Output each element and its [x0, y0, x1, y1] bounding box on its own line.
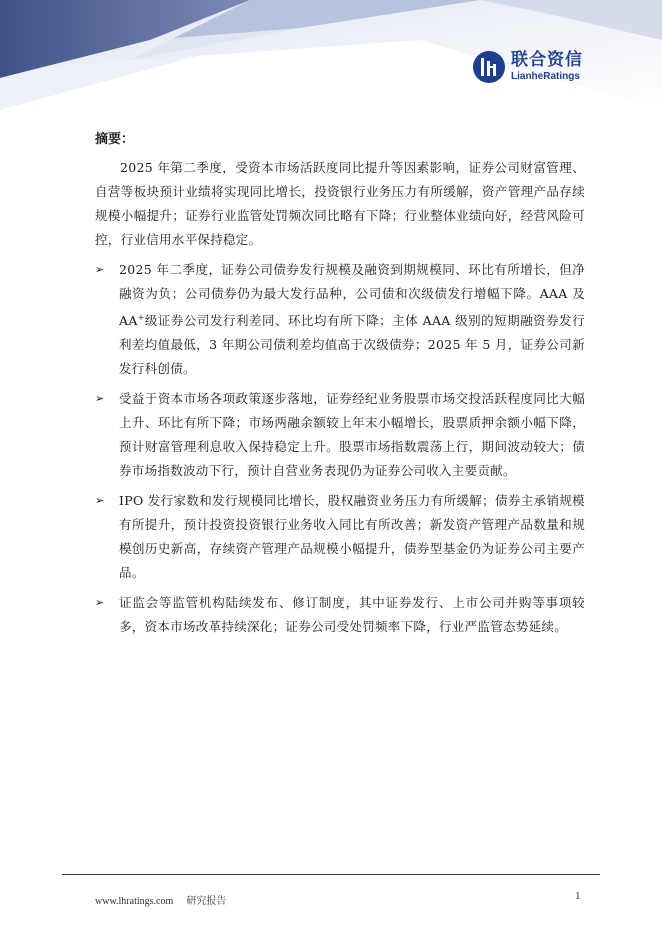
bullet-text-continued: 级证券公司发行利差同、环比均有所下降；主体 AAA 级别的短期融资券发行利差均值最低，3 年期公司债利差均值高于次级债券；2025 年 5 月，证券公司新发行科创债。: [119, 313, 585, 377]
bullet-item: [95, 387, 585, 483]
logo-chinese-text: 联合资信: [511, 50, 583, 70]
abstract-intro: 2025 年第二季度，受资本市场活跃度同比提升等因素影响，证券公司财富管理、自营等板块预计业绩将实现同比增长，投资银行业务压力有所缓解，资产管理产品存续规模小幅提升；证券行业监管处罚频次同比略有下降；行业整体业绩向好，经营风险可控，行业信用水平保持稳定。: [95, 160, 585, 247]
bullet-text: 证监会等监管机构陆续发布、修订制度，其中证券发行、上市公司并购等事项较多，资本市场改革持续深化；证券公司受处罚频率下降，行业严监管态势延续。: [119, 595, 585, 635]
arrow-bullet-icon: ➢: [95, 494, 105, 508]
lianhe-logo-icon: [472, 50, 506, 84]
footer: [95, 892, 226, 907]
arrow-bullet-icon: ➢: [95, 392, 105, 406]
abstract-section: [95, 128, 585, 645]
abstract-title: 摘要：: [95, 132, 135, 147]
arrow-bullet-icon: ➢: [95, 596, 105, 610]
bullet-superscript: +: [137, 313, 145, 322]
bullet-item: [95, 489, 585, 585]
logo-english-text: LianheRatings: [511, 71, 580, 82]
footer-report-label: 研究报告: [186, 896, 227, 907]
bullet-item: [95, 591, 585, 639]
bullet-text: IPO 发行家数和发行规模同比增长，股权融资业务压力有所缓解；债券主承销规模有所提升，预计投资投资银行业务收入同比有所改善；新发资产管理产品数量和规模创历史新高，存续资产管理产品规模小幅提升，债券型基金仍为证券公司主要产品。: [119, 493, 585, 581]
company-logo: [472, 50, 583, 84]
page-number: 1: [575, 890, 581, 902]
footer-divider: [62, 874, 600, 875]
bullet-text: 2025 年二季度，证券公司债券发行规模及融资到期规模同、环比有所增长，但净融资为负；公司债券仍为最大发行品种，公司债和次级债发行增幅下降。AAA 及 AA: [119, 262, 585, 329]
bullet-list: [95, 258, 585, 639]
bullet-text: 受益于资本市场各项政策逐步落地，证券经纪业务股票市场交投活跃程度同比大幅上升、环比有所下降；市场两融余额较上年末小幅增长，股票质押余额小幅下降，预计财富管理利息收入保持稳定上升。股票市场指数震荡上行，期间波动较大；债券市场指数波动下行，预计自营业务表现仍为证券公司收入主要贡献。: [119, 391, 585, 479]
bullet-item: [95, 258, 585, 381]
arrow-bullet-icon: ➢: [95, 263, 105, 276]
footer-url[interactable]: www.lhratings.com: [95, 896, 174, 907]
